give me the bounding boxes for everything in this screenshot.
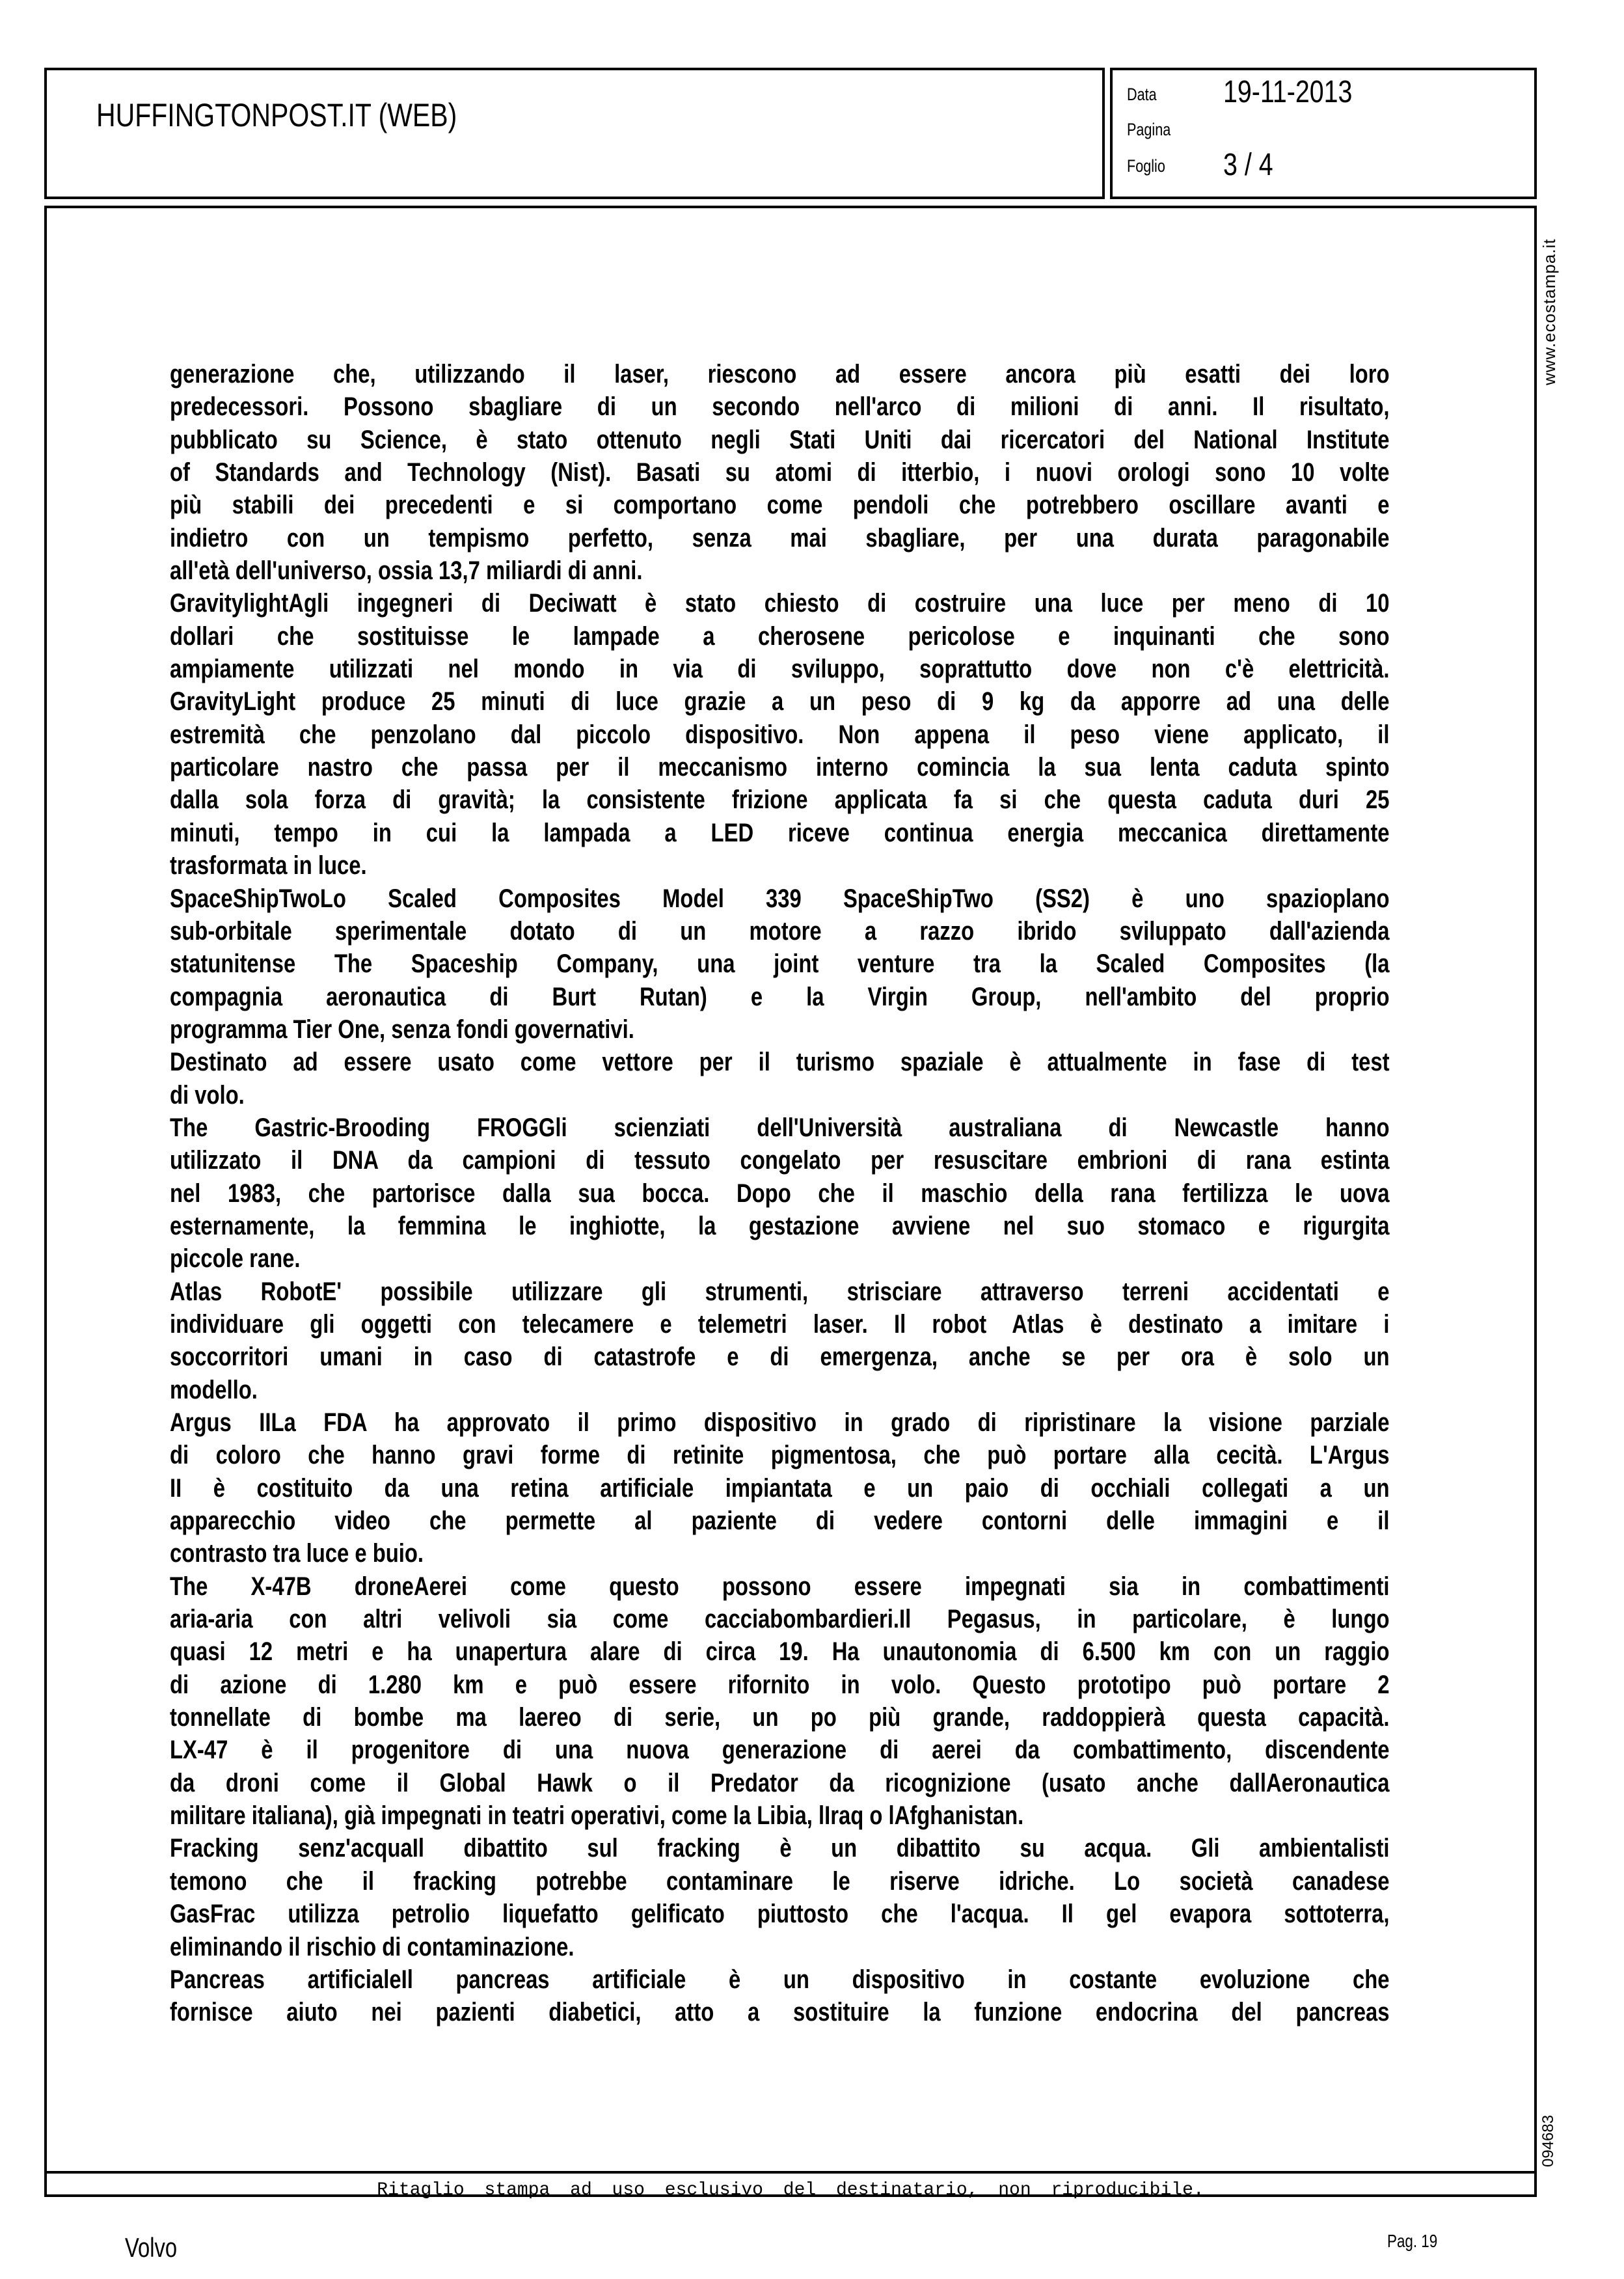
text-line: programma Tier One, senza fondi governativi. [170, 1015, 634, 1044]
text-line: LX-47 è il progenitore di una nuova generazione di aerei da combattimento, discendente [170, 1736, 1390, 1765]
text-line: particolare nastro che passa per il meccanismo interno comincia la sua lenta caduta spinto [170, 753, 1390, 782]
text-line: individuare gli oggetti con telecamere e telemetri laser. Il robot Atlas è destinato a imitare i [170, 1309, 1390, 1339]
paragraph [170, 1406, 1390, 1570]
text-line: pubblicato su Science, è stato ottenuto negli Stati Uniti dai ricercatori del National Institute [170, 425, 1390, 454]
paragraph [170, 1570, 1390, 1833]
text-line: tonnellate di bombe ma laereo di serie, un po più grande, raddoppierà questa capacità. [170, 1703, 1390, 1732]
text-line: predecessori. Possono sbagliare di un secondo nell'arco di milioni di anni. Il risultato, [170, 392, 1390, 422]
text-line: GasFrac utilizza petrolio liquefatto gelificato piuttosto che l'acqua. Il gel evapora sottoterra, [170, 1900, 1390, 1929]
text-line: temono che il fracking potrebbe contaminare le riserve idriche. Lo società canadese [170, 1866, 1390, 1896]
text-line: soccorritori umani in caso di catastrofe e di emergenza, anche se per ora è solo un [170, 1343, 1390, 1372]
paragraph [170, 1112, 1390, 1276]
text-line: Argus IILa FDA ha approvato il primo dispositivo in grado di ripristinare la visione parziale [170, 1408, 1390, 1437]
text-line: trasformata in luce. [170, 851, 367, 880]
text-line: statunitense The Spaceship Company, una joint venture tra la Scaled Composites (la [170, 949, 1390, 979]
text-line: sub-orbitale sperimentale dotato di un motore a razzo ibrido sviluppato dall'azienda [170, 916, 1390, 946]
paragraph [170, 882, 1390, 1046]
text-line: di coloro che hanno gravi forme di retinite pigmentosa, che può portare alla cecità. L'Argus [170, 1441, 1390, 1470]
text-line: dollari che sostituisse le lampade a cherosene pericolose e inquinanti che sono [170, 621, 1390, 651]
text-line: The Gastric-Brooding FROGGli scienziati dell'Università australiana di Newcastle hanno [170, 1113, 1390, 1142]
date-label: Data [1127, 85, 1157, 104]
text-line: Fracking senz'acquaIl dibattito sul fracking è un dibattito su acqua. Gli ambientalisti [170, 1834, 1390, 1863]
text-line: Pancreas artificialeIl pancreas artificiale è un dispositivo in costante evoluzione che [170, 1965, 1390, 1994]
text-line: più stabili dei precedenti e si comportano come pendoli che potrebbero oscillare avanti e [170, 491, 1390, 520]
text-line: militare italiana), già impegnati in teatri operativi, come la Libia, lIraq o lAfghanistan. [170, 1801, 1024, 1831]
text-line: GravityLight produce 25 minuti di luce grazie a un peso di 9 kg da apporre ad una delle [170, 687, 1390, 716]
text-line: eliminando il rischio di contaminazione. [170, 1932, 575, 1961]
text-line: The X-47B droneAerei come questo possono essere impegnati sia in combattimenti [170, 1572, 1390, 1601]
footer-divider [47, 2171, 1534, 2174]
text-line: piccole rane. [170, 1244, 301, 1274]
text-line: II è costituito da una retina artificiale impiantata e un paio di occhiali collegati a un [170, 1473, 1390, 1503]
sheet-value: 3 / 4 [1223, 148, 1273, 182]
paragraph [170, 1046, 1390, 1112]
text-line: fornisce aiuto nei pazienti diabetici, atto a sostituire la funzione endocrina del pancreas [170, 1998, 1390, 2027]
text-line: GravitylightAgli ingegneri di Deciwatt è stato chiesto di costruire una luce per meno di 10 [170, 589, 1390, 618]
text-line: all'età dell'universo, ossia 13,7 miliardi di anni. [170, 556, 643, 586]
text-line: estremità che penzolano dal piccolo dispositivo. Non appena il peso viene applicato, il [170, 720, 1390, 749]
source-header-box [44, 68, 1105, 199]
source-title: HUFFINGTONPOST.IT (WEB) [96, 97, 457, 133]
paragraph [170, 1832, 1390, 1963]
paragraph [170, 1963, 1390, 2029]
side-code: 094683 [1539, 2114, 1557, 2167]
text-line: minuti, tempo in cui la lampada a LED riceve continua energia meccanica direttamente [170, 818, 1390, 847]
text-line: compagnia aeronautica di Burt Rutan) e la Virgin Group, nell'ambito del proprio [170, 982, 1390, 1011]
page-label: Pagina [1127, 120, 1171, 139]
text-line: utilizzato il DNA da campioni di tessuto congelato per resuscitare embrioni di rana estinta [170, 1146, 1390, 1175]
text-line: modello. [170, 1375, 258, 1404]
text-line: quasi 12 metri e ha unapertura alare di circa 19. Ha unautonomia di 6.500 km con un raggio [170, 1637, 1390, 1667]
text-line: apparecchio video che permette al paziente di vedere contorni delle immagini e il [170, 1507, 1390, 1536]
text-line: di volo. [170, 1080, 245, 1110]
text-line: SpaceShipTwoLo Scaled Composites Model 339 SpaceShipTwo (SS2) è uno spazioplano [170, 884, 1390, 913]
text-line: da droni come il Global Hawk o il Predator da ricognizione (usato anche dallAeronautica [170, 1768, 1390, 1797]
text-line: aria-aria con altri velivoli sia come cacciabombardieri.Il Pegasus, in particolare, è lungo [170, 1605, 1390, 1634]
date-info-box [1110, 68, 1537, 199]
article-body [170, 358, 1390, 2029]
text-line: Atlas RobotE' possibile utilizzare gli strumenti, strisciare attraverso terreni accidentati e [170, 1277, 1390, 1306]
date-value: 19-11-2013 [1223, 75, 1353, 109]
text-line: nel 1983, che partorisce dalla sua bocca. Dopo che il maschio della rana fertilizza le uova [170, 1179, 1390, 1208]
text-line: di azione di 1.280 km e può essere rifornito in volo. Questo prototipo può portare 2 [170, 1670, 1390, 1699]
sheet-label: Foglio [1127, 156, 1165, 176]
text-line: generazione che, utilizzando il laser, riescono ad essere ancora più esatti dei loro [170, 360, 1390, 389]
text-line: dalla sola forza di gravità; la consistente frizione applicata fa si che questa caduta duri 25 [170, 785, 1390, 815]
side-website: www.ecostampa.it [1539, 238, 1559, 385]
text-line: esternamente, la femmina le inghiotte, la gestazione avviene nel suo stomaco e rigurgita [170, 1211, 1390, 1240]
text-line: Destinato ad essere usato come vettore per il turismo spaziale è attualmente in fase di test [170, 1048, 1390, 1077]
client-name: Volvo [125, 2232, 178, 2263]
text-line: of Standards and Technology (Nist). Basati su atomi di itterbio, i nuovi orologi sono 10 volte [170, 458, 1390, 487]
clipping-note: Ritaglio stampa ad uso esclusivo del destinatario, non riproducibile. [377, 2180, 1204, 2200]
page-number: Pag. 19 [1387, 2231, 1438, 2251]
paragraph [170, 358, 1390, 587]
text-line: ampiamente utilizzati nel mondo in via di sviluppo, soprattutto dove non c'è elettricità. [170, 655, 1390, 684]
paragraph [170, 587, 1390, 882]
text-line: indietro con un tempismo perfetto, senza mai sbagliare, per una durata paragonabile [170, 523, 1390, 553]
paragraph [170, 1276, 1390, 1406]
text-line: contrasto tra luce e buio. [170, 1539, 424, 1568]
